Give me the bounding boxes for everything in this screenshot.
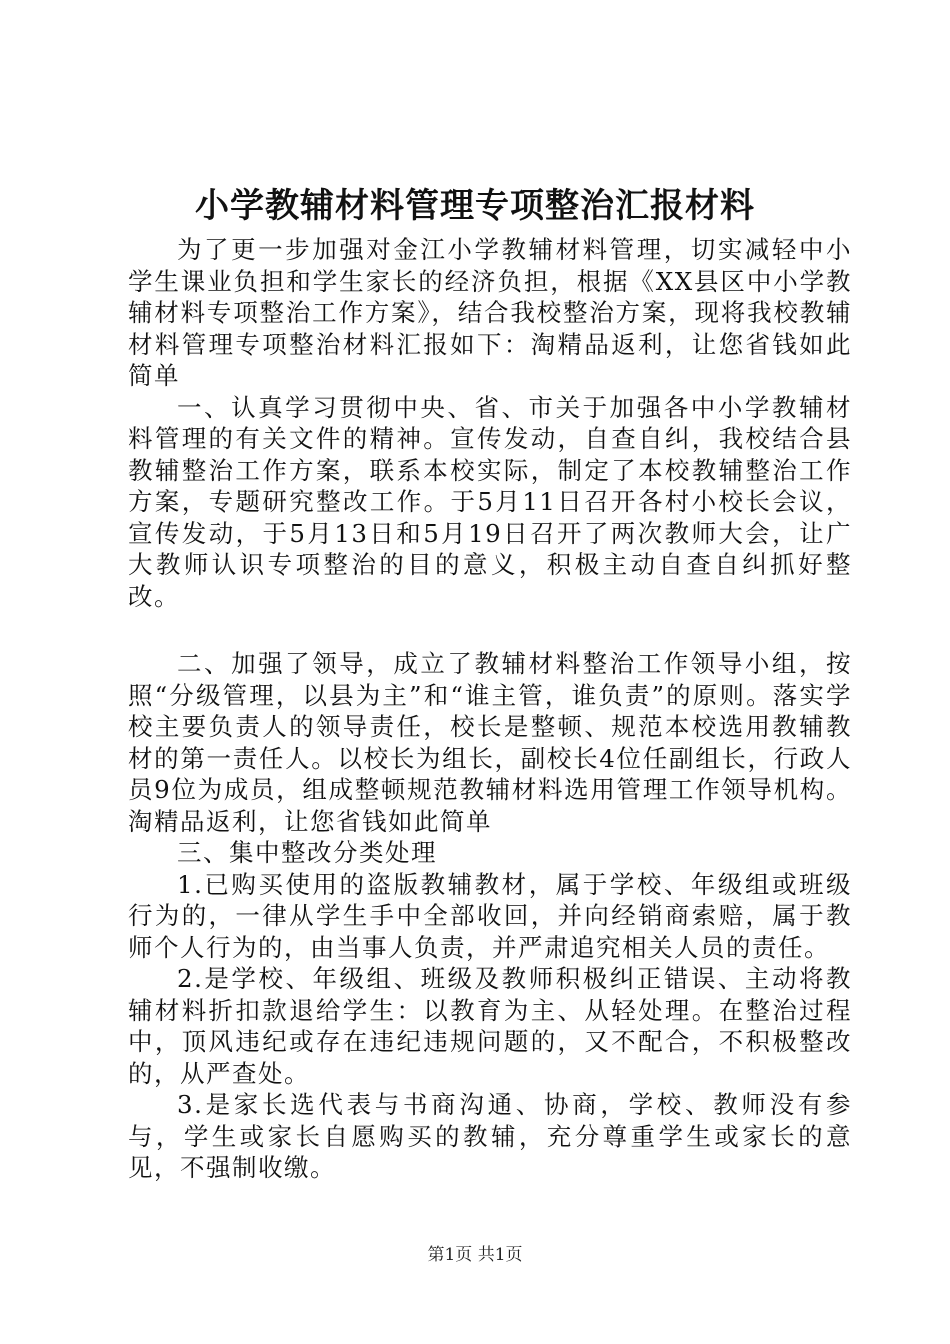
intro-paragraph: 为了更一步加强对金江小学教辅材料管理，切实减轻中小学生课业负担和学生家长的经济负担，根据《XX县区中小学教辅材料专项整治工作方案》，结合我校整治方案，现将我校教辅材料管理专项整治材料汇报如下：淘精品返利，让您省钱如此简单 [128,235,852,390]
section-three-item-2: 2.是学校、年级组、班级及教师积极纠正错误、主动将教辅材料折扣款退给学生：以教育为主、从轻处理。在整治过程中，顶风违纪或存在违纪违规问题的，又不配合，不积极整改的，从严查处。 [128,964,852,1088]
section-three-item-1: 1.已购买使用的盗版教辅教材，属于学校、年级组或班级行为的，一律从学生手中全部收回，并向经销商索赔，属于教师个人行为的，由当事人负责，并严肃追究相关人员的责任。 [128,869,852,962]
section-three-item-3: 3.是家长选代表与书商沟通、协商，学校、教师没有参与，学生或家长自愿购买的教辅，充分尊重学生或家长的意见，不强制收缴。 [128,1090,852,1182]
section-three-heading: 三、集中整改分类处理 [177,838,437,867]
page-footer: 第1页 共1页 [427,1245,523,1265]
section-two-paragraph: 二、加强了领导，成立了教辅材料整治工作领导小组，按照“分级管理，以县为主”和“谁主管，谁负责”的原则。落实学校主要负责人的领导责任，校长是整顿、规范本校选用教辅教材的第一责任人。以校长为组长，副校长4位任副组长，行政人员9位为成员，组成整顿规范教辅材料选用管理工作领导机构。淘精品返利，让您省钱如此简单 [128,649,852,836]
document-title: 小学教辅材料管理专项整治汇报材料 [195,186,755,226]
paragraph-gap [128,612,852,648]
section-one-paragraph: 一、认真学习贯彻中央、省、市关于加强各中小学教辅材料管理的有关文件的精神。宣传发动，自查自纠，我校结合县教辅整治工作方案，联系本校实际，制定了本校教辅整治工作方案，专题研究整改工作。于5月11日召开各村小校长会议，宣传发动，于5月13日和5月19日召开了两次教师大会，让广大教师认识专项整治的目的意义，积极主动自查自纠抓好整改。 [128,392,852,611]
document-body [128,234,852,1184]
